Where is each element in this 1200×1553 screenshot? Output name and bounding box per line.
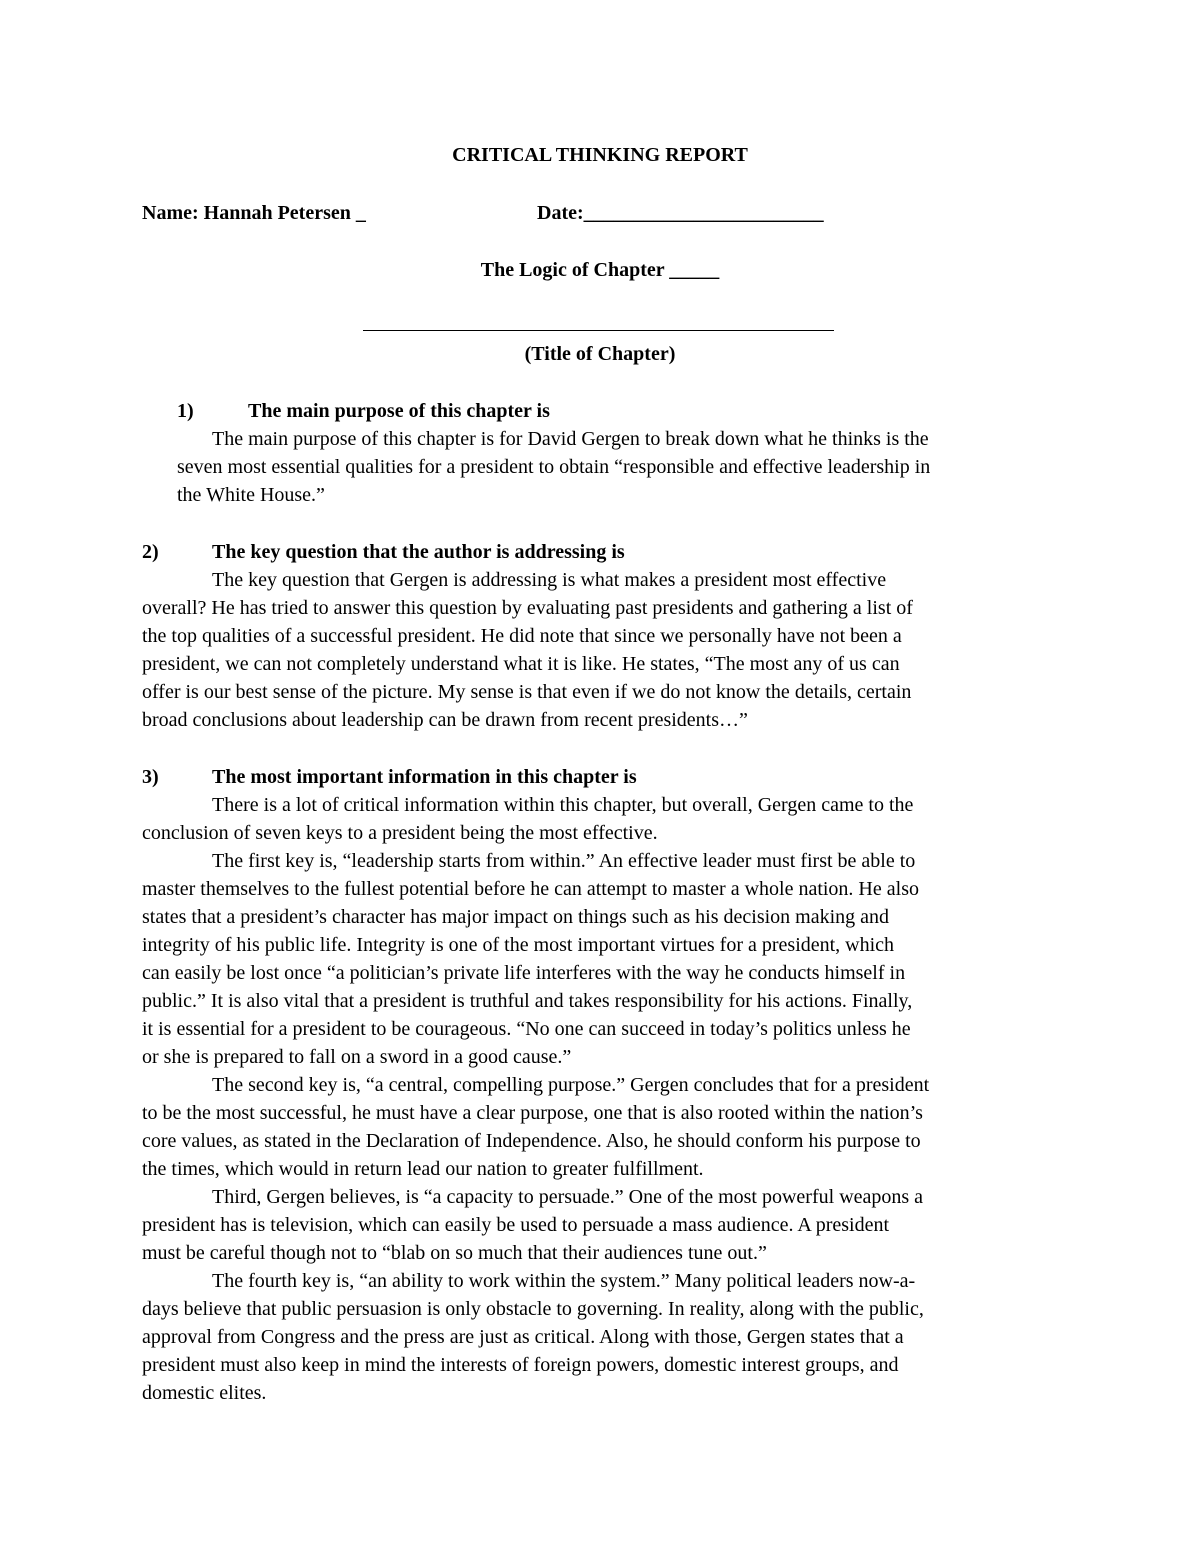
section3-line: The second key is, “a central, compelling purpose.” Gergen concludes that for a president — [212, 1074, 930, 1096]
logic-of-chapter: The Logic of Chapter _____ — [480, 259, 720, 281]
section2-line: The key question that Gergen is addressing is what makes a president most effective — [212, 569, 887, 591]
section1-line: the White House.” — [177, 484, 325, 506]
section3-line: The fourth key is, “an ability to work within the system.” Many political leaders now-a- — [212, 1270, 916, 1292]
section1-heading: The main purpose of this chapter is — [248, 400, 550, 422]
section3-line: domestic elites. — [142, 1382, 267, 1404]
section3-line: approval from Congress and the press are just as critical. Along with those, Gergen states that a — [142, 1326, 904, 1348]
report-title: CRITICAL THINKING REPORT — [452, 144, 748, 166]
chapter-title-rule — [363, 330, 834, 331]
section3-line: The first key is, “leadership starts from within.” An effective leader must first be able to — [212, 850, 916, 872]
chapter-title-caption: (Title of Chapter) — [524, 343, 676, 365]
section3-line: core values, as stated in the Declaration of Independence. Also, he should conform his purpose to — [142, 1130, 921, 1152]
section2-number: 2) — [142, 541, 159, 563]
section3-line: can easily be lost once “a politician’s private life interferes with the way he conducts himself in — [142, 962, 906, 984]
name-field: Name: Hannah Petersen _ — [142, 202, 366, 224]
section3-line: There is a lot of critical information within this chapter, but overall, Gergen came to the — [212, 794, 914, 816]
section2-line: president, we can not completely understand what it is like. He states, “The most any of us can — [142, 653, 900, 675]
section3-line: or she is prepared to fall on a sword in a good cause.” — [142, 1046, 572, 1068]
section2-heading: The key question that the author is addressing is — [212, 541, 625, 563]
section3-line: days believe that public persuasion is only obstacle to governing. In reality, along with the public, — [142, 1298, 924, 1320]
date-field: Date:________________________ — [537, 202, 824, 224]
section3-line: president has is television, which can easily be used to persuade a mass audience. A president — [142, 1214, 890, 1236]
section3-line: public.” It is also vital that a president is truthful and takes responsibility for his actions. Finally, — [142, 990, 913, 1012]
section3-line: it is essential for a president to be courageous. “No one can succeed in today’s politics unless he — [142, 1018, 911, 1040]
section3-line: to be the most successful, he must have a clear purpose, one that is also rooted within the nation’s — [142, 1102, 923, 1124]
section3-line: master themselves to the fullest potential before he can attempt to master a whole nation. He also — [142, 878, 919, 900]
section1-line: seven most essential qualities for a president to obtain “responsible and effective leadership in — [177, 456, 931, 478]
section3-line: conclusion of seven keys to a president being the most effective. — [142, 822, 658, 844]
section3-line: Third, Gergen believes, is “a capacity to persuade.” One of the most powerful weapons a — [212, 1186, 924, 1208]
section3-number: 3) — [142, 766, 159, 788]
section3-line: president must also keep in mind the interests of foreign powers, domestic interest groups, and — [142, 1354, 899, 1376]
section3-line: states that a president’s character has major impact on things such as his decision making and — [142, 906, 890, 928]
section2-line: overall? He has tried to answer this question by evaluating past presidents and gathering a list of — [142, 597, 913, 619]
section2-line: offer is our best sense of the picture. My sense is that even if we do not know the details, certain — [142, 681, 912, 703]
section3-heading: The most important information in this chapter is — [212, 766, 637, 788]
section1-line: The main purpose of this chapter is for David Gergen to break down what he thinks is the — [212, 428, 929, 450]
section3-line: must be careful though not to “blab on so much that their audiences tune out.” — [142, 1242, 767, 1264]
section3-line: integrity of his public life. Integrity is one of the most important virtues for a president, which — [142, 934, 895, 956]
section2-line: broad conclusions about leadership can be drawn from recent presidents…” — [142, 709, 748, 731]
section2-line: the top qualities of a successful president. He did note that since we personally have not been a — [142, 625, 902, 647]
section3-line: the times, which would in return lead our nation to greater fulfillment. — [142, 1158, 704, 1180]
section1-number: 1) — [177, 400, 194, 422]
